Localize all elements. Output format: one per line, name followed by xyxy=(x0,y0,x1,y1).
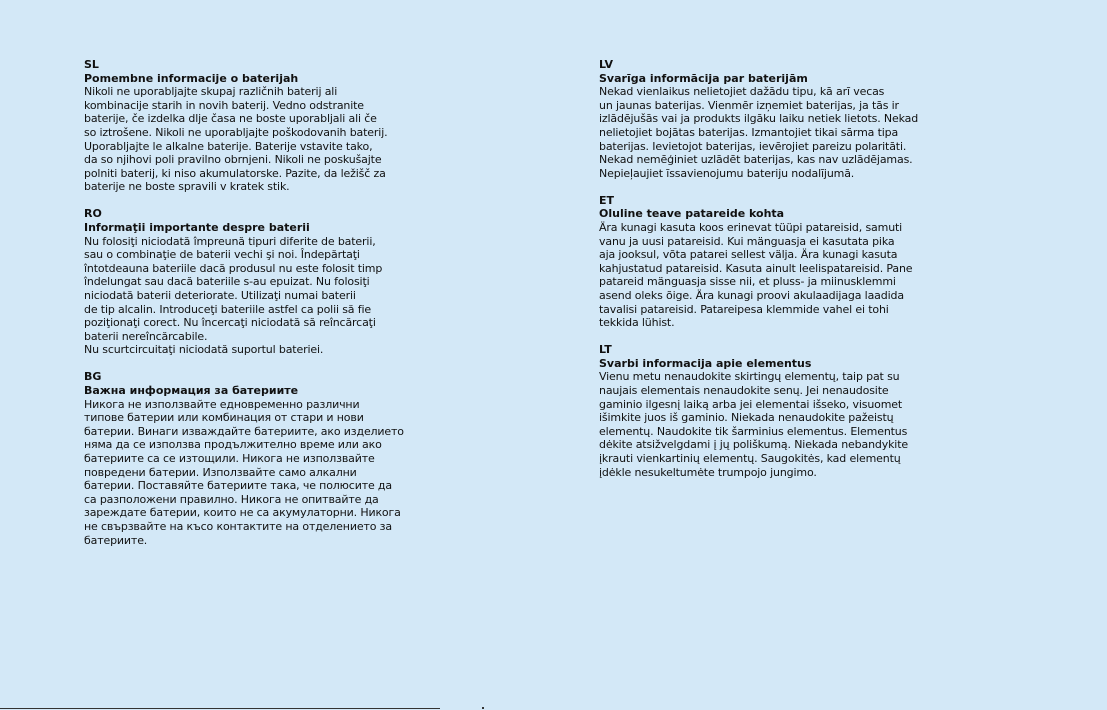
body-line: polniti baterij, ki niso akumulatorske. Pazite, da ležišč za xyxy=(84,166,386,180)
body-line: întotdeauna bateriile dacă produsul nu este folosit timp xyxy=(84,261,383,275)
body-line: Vienu metu nenaudokite skirtingų elementų, taip pat su xyxy=(599,370,900,384)
language-section-et xyxy=(599,194,949,330)
language-code: LT xyxy=(599,343,612,357)
body-line: da so njihovi poli pravilno obrnjeni. Nikoli ne poskušajte xyxy=(84,153,382,167)
language-section-ro xyxy=(84,207,434,357)
body-line: îndelungat sau dacă bateriile s-au epuizat. Nu folosiţi xyxy=(84,275,370,289)
body-line: gaminio ilgesnį laiką arba jei elementai išseko, visuomet xyxy=(599,397,903,411)
section-heading: Svarīga informācija par baterijām xyxy=(599,71,808,85)
body-line: са разположени правилно. Никога не опитвайте да xyxy=(84,492,379,506)
body-line: un jaunas baterijas. Vienmēr izņemiet baterijas, ja tās ir xyxy=(599,98,899,112)
left-column xyxy=(84,58,434,561)
language-section-sl xyxy=(84,58,434,194)
body-line: батерии. Поставяйте батериите така, че полюсите да xyxy=(84,479,392,493)
body-line: повредени батерии. Използвайте само алкални xyxy=(84,465,357,479)
body-line: Uporabljajte le alkalne baterije. Baterije vstavite tako, xyxy=(84,139,373,153)
bottom-divider xyxy=(0,708,440,709)
body-line: baterii nereîncărcabile. xyxy=(84,329,208,343)
body-line: Nepieļaujiet īssavienojumu bateriju nodalījumā. xyxy=(599,166,855,180)
language-code: RO xyxy=(84,207,102,221)
body-line: aja jooksul, võta patarei sellest välja. Ära kunagi kasuta xyxy=(599,248,898,262)
body-line: kahjustatud patareisid. Kasuta ainult leelispatareisid. Pane xyxy=(599,261,913,275)
language-code: LV xyxy=(599,58,614,71)
body-line: батерии. Винаги изваждайте батериите, ако изделието xyxy=(84,424,404,438)
language-code: ET xyxy=(599,193,615,207)
body-line: Ära kunagi kasuta koos erinevat tüüpi patareisid, samuti xyxy=(599,221,903,235)
body-line: niciodată baterii deteriorate. Utilizaţi numai baterii xyxy=(84,289,356,302)
body-line: nelietojiet bojātas baterijas. Izmantojiet tikai sārma tipa xyxy=(599,125,899,139)
right-column xyxy=(599,58,949,493)
language-section-lt xyxy=(599,343,949,479)
language-code: SL xyxy=(84,58,99,71)
body-line: išimkite juos iš gaminio. Niekada nenaudokite pažeistų xyxy=(599,411,894,425)
section-heading: Oluline teave patareide kohta xyxy=(599,207,785,221)
language-section-bg xyxy=(84,370,434,547)
body-line: so iztrošene. Nikoli ne uporabljajte poškodovanih baterij. xyxy=(84,125,388,139)
body-line: vanu ja uusi patareisid. Kui mänguasja ei kasutata pika xyxy=(599,234,895,248)
body-line: Nu scurtcircuitaţi niciodată suportul bateriei. xyxy=(84,343,324,357)
section-body xyxy=(599,85,949,180)
center-mark xyxy=(482,707,484,709)
section-body xyxy=(84,85,434,194)
body-line: батериите са се изтощили. Никога не използвайте xyxy=(84,452,375,466)
body-line: įkrauti vienkartinių elementų. Saugokitės, kad elementų xyxy=(599,452,901,466)
body-line: izlādējušās vai ja produkts ilgāku laiku netiek lietots. Nekad xyxy=(599,112,919,126)
body-line: baterije ne boste spravili v kratek stik. xyxy=(84,180,290,194)
body-line: няма да се използва продължително време или ако xyxy=(84,438,382,452)
body-line: sau o combinaţie de baterii vechi şi noi. Îndepărtaţi xyxy=(84,248,360,262)
section-heading: Важна информация за батериите xyxy=(84,384,299,398)
body-line: Никога не използвайте едновременно различни xyxy=(84,397,360,411)
body-line: elementų. Naudokite tik šarminius elementus. Elementus xyxy=(599,424,908,438)
body-line: типове батерии или комбинация от стари и нови xyxy=(84,411,364,425)
language-section-lv xyxy=(599,58,949,180)
body-line: patareid mänguasja sisse nii, et pluss- ja miinusklemmi xyxy=(599,275,896,289)
body-line: tekkida lühist. xyxy=(599,316,675,330)
body-line: зареждате батерии, които не са акумулаторни. Никога xyxy=(84,506,401,520)
section-body xyxy=(84,235,434,357)
body-line: Nu folosiţi niciodată împreună tipuri diferite de baterii, xyxy=(84,234,376,248)
body-line: Nikoli ne uporabljajte skupaj različnih baterij ali xyxy=(84,85,338,99)
body-line: dėkite atsižvelgdami į jų poliškumą. Niekada nebandykite xyxy=(599,438,908,452)
section-heading: Svarbi informacija apie elementus xyxy=(599,356,812,370)
body-line: įdėkle nesukeltumėte trumpojo jungimo. xyxy=(599,465,817,479)
body-line: tavalisi patareisid. Patareipesa klemmide vahel ei tohi xyxy=(599,302,889,316)
body-line: Nekad nemēģiniet uzlādēt baterijas, kas nav uzlādējamas. xyxy=(599,153,913,167)
section-body xyxy=(599,370,949,479)
body-line: baterije, če izdelka dlje časa ne boste uporabljali ali če xyxy=(84,112,377,126)
body-line: asend oleks õige. Ära kunagi proovi akulaadijaga laadida xyxy=(599,289,904,302)
body-line: батериите. xyxy=(84,533,148,547)
language-code: BG xyxy=(84,370,102,384)
body-line: de tip alcalin. Introduceţi bateriile astfel ca polii să fie xyxy=(84,302,371,316)
body-line: poziţionaţi corect. Nu încercaţi niciodată să reîncărcaţi xyxy=(84,316,376,330)
section-body xyxy=(84,398,434,548)
body-line: baterijas. Ievietojot baterijas, ievērojiet pareizu polaritāti. xyxy=(599,139,907,153)
section-heading: Informaţii importante despre baterii xyxy=(84,221,310,235)
body-line: не свързвайте на късо контактите на отделението за xyxy=(84,520,392,533)
body-line: kombinacije starih in novih baterij. Vedno odstranite xyxy=(84,98,364,112)
section-heading: Pomembne informacije o baterijah xyxy=(84,71,299,85)
section-body xyxy=(599,221,949,330)
body-line: Nekad vienlaikus nelietojiet dažādu tipu, kā arī vecas xyxy=(599,85,885,99)
body-line: naujais elementais nenaudokite senų. Jei nenaudosite xyxy=(599,384,889,398)
